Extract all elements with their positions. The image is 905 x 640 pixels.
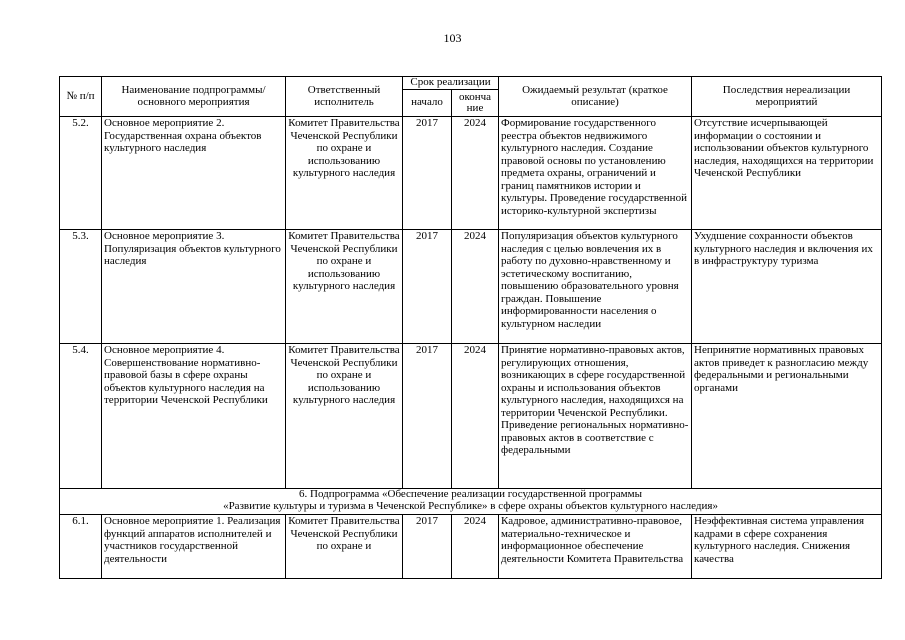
row-start: 2017 xyxy=(403,117,452,230)
row-result: Принятие нормативно-правовых актов, регулирующих отношения, возникающих в сфере государственной охраны и использования объектов культурного наследия, находящихся на территории Чеченской Республики. Приведение региональных нормативно-правовых актов в соответствие с федеральными xyxy=(499,344,692,489)
row-result: Кадровое, административно-правовое, материально-техническое и информационное обеспечение деятельности Комитета Правительства xyxy=(499,515,692,579)
row-responsible: Комитет Правительства Чеченской Республики по охране и использованию культурного наследия xyxy=(286,344,403,489)
row-num: 5.4. xyxy=(60,344,102,489)
subprogram-line-2: «Развитие культуры и туризма в Чеченской Республике» в сфере охраны объектов культурного наследия» xyxy=(223,499,718,512)
row-consequences: Неэффективная система управления кадрами в сфере сохранения культурного наследия. Снижения качества xyxy=(692,515,882,579)
row-consequences: Отсутствие исчерпывающей информации о состоянии и использовании объектов культурного наследия, находящихся на территории Чеченской Республики xyxy=(692,117,882,230)
header-period: Срок реализации xyxy=(403,77,499,90)
table-row xyxy=(60,515,882,579)
row-start: 2017 xyxy=(403,344,452,489)
table-row xyxy=(60,344,882,489)
row-result: Популяризация объектов культурного наследия с целью вовлечения их в работу по духовно-нравственному и эстетическому воспитанию, повышению образовательного уровня граждан. Повышение информированности населения о культурном наследии xyxy=(499,230,692,344)
subprogram-row xyxy=(60,489,882,515)
row-num: 5.2. xyxy=(60,117,102,230)
row-name: Основное мероприятие 2. Государственная охрана объектов культурного наследия xyxy=(102,117,286,230)
row-start: 2017 xyxy=(403,515,452,579)
row-num: 5.3. xyxy=(60,230,102,344)
row-name: Основное мероприятие 3. Популяризация объектов культурного наследия xyxy=(102,230,286,344)
header-responsible: Ответственный исполнитель xyxy=(286,77,403,117)
measures-table xyxy=(59,76,882,579)
row-start: 2017 xyxy=(403,230,452,344)
row-end: 2024 xyxy=(452,515,499,579)
row-result: Формирование государственного реестра объектов недвижимого культурного наследия. Создание правовой основы по установлению предмета охраны, ограничений и границ памятников истории и культуры. Проведение государственной историко-культурной экспертизы xyxy=(499,117,692,230)
header-result: Ожидаемый результат (краткое описание) xyxy=(499,77,692,117)
header-consequences: Последствия нереализации мероприятий xyxy=(692,77,882,117)
subprogram-line-1: 6. Подпрограмма «Обеспечение реализации государственной программы xyxy=(299,488,642,500)
header-end: оконча ние xyxy=(452,90,499,117)
row-end: 2024 xyxy=(452,117,499,230)
row-end: 2024 xyxy=(452,344,499,489)
page-number: 103 xyxy=(443,31,462,45)
row-consequences: Непринятие нормативных правовых актов приведет к разногласию между федеральными и региональными органами xyxy=(692,344,882,489)
row-end: 2024 xyxy=(452,230,499,344)
header-num: № п/п xyxy=(60,77,102,117)
row-name: Основное мероприятие 1. Реализация функций аппаратов исполнителей и участников государственной деятельности xyxy=(102,515,286,579)
row-num: 6.1. xyxy=(60,515,102,579)
header-start: начало xyxy=(403,90,452,117)
row-responsible: Комитет Правительства Чеченской Республики по охране и xyxy=(286,515,403,579)
header-name: Наименование подпрограммы/ основного мероприятия xyxy=(102,77,286,117)
row-consequences: Ухудшение сохранности объектов культурного наследия и включения их в инфраструктуру туризма xyxy=(692,230,882,344)
row-name: Основное мероприятие 4. Совершенствование нормативно-правовой базы в сфере охраны объектов культурного наследия на территории Чеченской Республики xyxy=(102,344,286,489)
table-row xyxy=(60,117,882,230)
table-row xyxy=(60,230,882,344)
row-responsible: Комитет Правительства Чеченской Республики по охране и использованию культурного наследия xyxy=(286,117,403,230)
row-responsible: Комитет Правительства Чеченской Республики по охране и использованию культурного наследия xyxy=(286,230,403,344)
subprogram-title xyxy=(60,489,882,515)
